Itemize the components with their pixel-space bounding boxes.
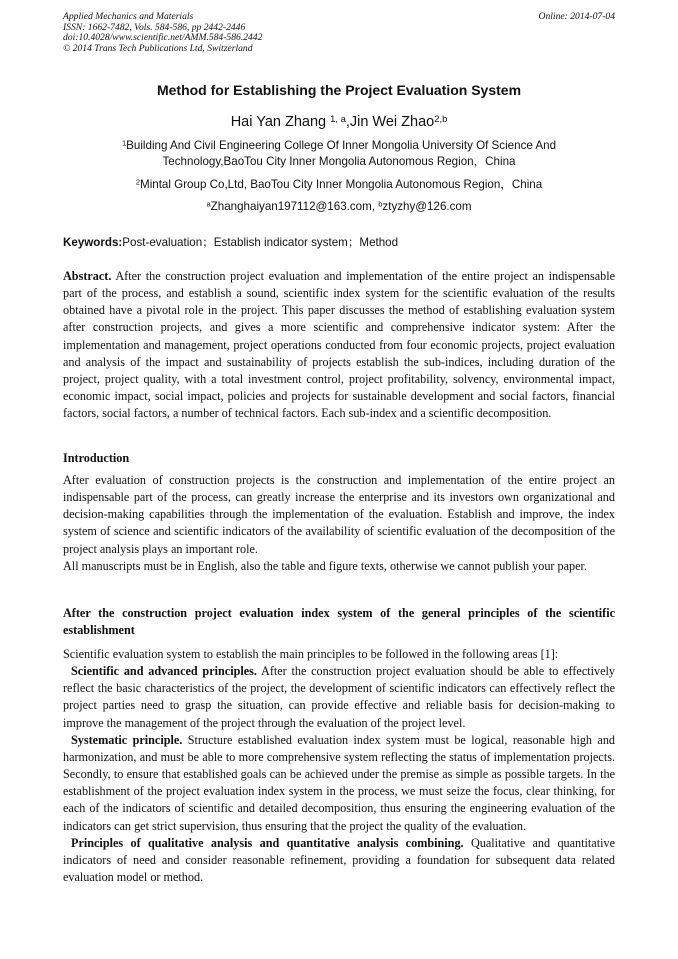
principle-item bbox=[63, 732, 615, 835]
paragraph: After evaluation of construction projects is the construction and implementation of the entire project an indispensable part of the process, can greatly increase the enterprise and its investors own organizational and decision-making capabilities through the implementation of the evaluation. Establish and improve, the index system of science and scientific indicators of the availability of scientific evaluation of the decomposition of the project analysis plays an important role. bbox=[63, 473, 615, 556]
author-superscript: 1, a bbox=[330, 112, 346, 124]
email-line bbox=[63, 199, 615, 215]
affiliation-text: Mintal Group Co,Ltd, BaoTou City Inner Mongolia Autonomous Region，China bbox=[140, 178, 543, 191]
copyright-line: © 2014 Trans Tech Publications Ltd, Switzerland bbox=[63, 42, 253, 54]
principle-text: Qualitative and quantitative indicators of need and consider reasonable refinement, providing a foundation for subsequent data related evaluation model or method. bbox=[63, 835, 615, 885]
section-heading-principles: After the construction project evaluation index system of the general principles of the scientific establishment bbox=[63, 606, 615, 638]
author-name: Jin Wei Zhao bbox=[349, 114, 435, 130]
affiliation-1 bbox=[63, 138, 615, 170]
author-superscript: 2,b bbox=[434, 112, 448, 124]
paragraph: Scientific evaluation system to establish the main principles to be followed in the following areas [1]: bbox=[63, 647, 559, 661]
issn-line: ISSN: 1662-7482, Vols. 584-586, pp 2442-2446 bbox=[63, 21, 246, 33]
introduction-body bbox=[63, 472, 615, 575]
principles-body bbox=[63, 646, 615, 886]
email-address: ztyzhy@126.com bbox=[382, 200, 472, 213]
journal-name: Applied Mechanics and Materials bbox=[63, 11, 194, 22]
affiliation-marker: 2 bbox=[135, 177, 141, 187]
paper-title: Method for Establishing the Project Evaluation System bbox=[156, 82, 522, 98]
abstract-text: After the construction project evaluation and implementation of the entire project an indispensable part of the process, and establish a sound, scientific index system for the scientific evaluation of the results obtained have a pivotal role in the project. This paper discusses the method of establishing evaluation system after construction projects, and gives a more scientific and comprehensive indicator system: After the implementation and management, project operations conducted from four economic projects, project evaluation and analysis of the impact and sustainability of projects establish the sub-indices, including duration of the project, project quality, with a total investment control, project profitability, solvency, environmental impact, economic impact, social impact, policies and projects for sustainable development and social factors, financial factors, social factors, a number of technical factors. Each sub-index and a scientific decomposition. bbox=[63, 269, 615, 421]
affiliation-2 bbox=[63, 177, 615, 193]
author-separator: , bbox=[345, 114, 350, 130]
keywords bbox=[63, 234, 615, 250]
principle-item bbox=[63, 835, 615, 886]
email-marker: b bbox=[378, 199, 383, 209]
principle-text: After the construction project evaluation should be able to effectively reflect the basic characteristics of the project, the development of scientific indicators can effectively reflect the project parties need to grasp the situation, can provide effective and reliable basis for decision-making to improve the management of the project through the evaluation of the project level. bbox=[63, 664, 615, 730]
principle-item bbox=[63, 663, 615, 732]
principle-label: Systematic principle. bbox=[71, 732, 183, 747]
abstract bbox=[63, 268, 615, 422]
paragraph: All manuscripts must be in English, also the table and figure texts, otherwise we cannot publish your paper. bbox=[63, 558, 587, 573]
doi-line: doi:10.4028/www.scientific.net/AMM.584-586.2442 bbox=[63, 32, 263, 44]
affiliation-text: Technology,BaoTou City Inner Mongolia Autonomous Region，China bbox=[162, 155, 516, 168]
journal-header bbox=[63, 12, 615, 54]
author-name: Hai Yan Zhang bbox=[230, 114, 327, 130]
keywords-label: Keywords: bbox=[63, 236, 123, 249]
abstract-label: Abstract. bbox=[63, 269, 112, 283]
affiliation-text: Building And Civil Engineering College Of Inner Mongolia University Of Science And bbox=[126, 139, 557, 152]
keywords-text: Post-evaluation；Establish indicator system；Method bbox=[122, 236, 399, 249]
author-line bbox=[63, 114, 615, 130]
section-heading-introduction: Introduction bbox=[63, 451, 130, 465]
affiliation-marker: 1 bbox=[121, 138, 127, 148]
principle-label: Scientific and advanced principles. bbox=[71, 664, 257, 679]
principle-text: Structure established evaluation index system must be logical, reasonable high and harmonization, and must be able to more comprehensive system reflecting the status of implementation projects. Secondly, to ensure that established goals can be achieved under the premise as simple as possible targets. In the establishment of the project evaluation index system in the process, we must seize the focus, clear thinking, for each of the indicators of scientific and detailed decomposition, thus ensuring the engineering evaluation of the indicators can get strict supervision, thus ensuring that the project the quality of the evaluation. bbox=[63, 732, 616, 833]
online-date: Online: 2014-07-04 bbox=[538, 11, 615, 22]
email-address: Zhanghaiyan197112@163.com, bbox=[210, 200, 379, 213]
email-marker: a bbox=[206, 199, 211, 209]
principle-label: Principles of qualitative analysis and quantitative analysis combining. bbox=[71, 835, 464, 850]
